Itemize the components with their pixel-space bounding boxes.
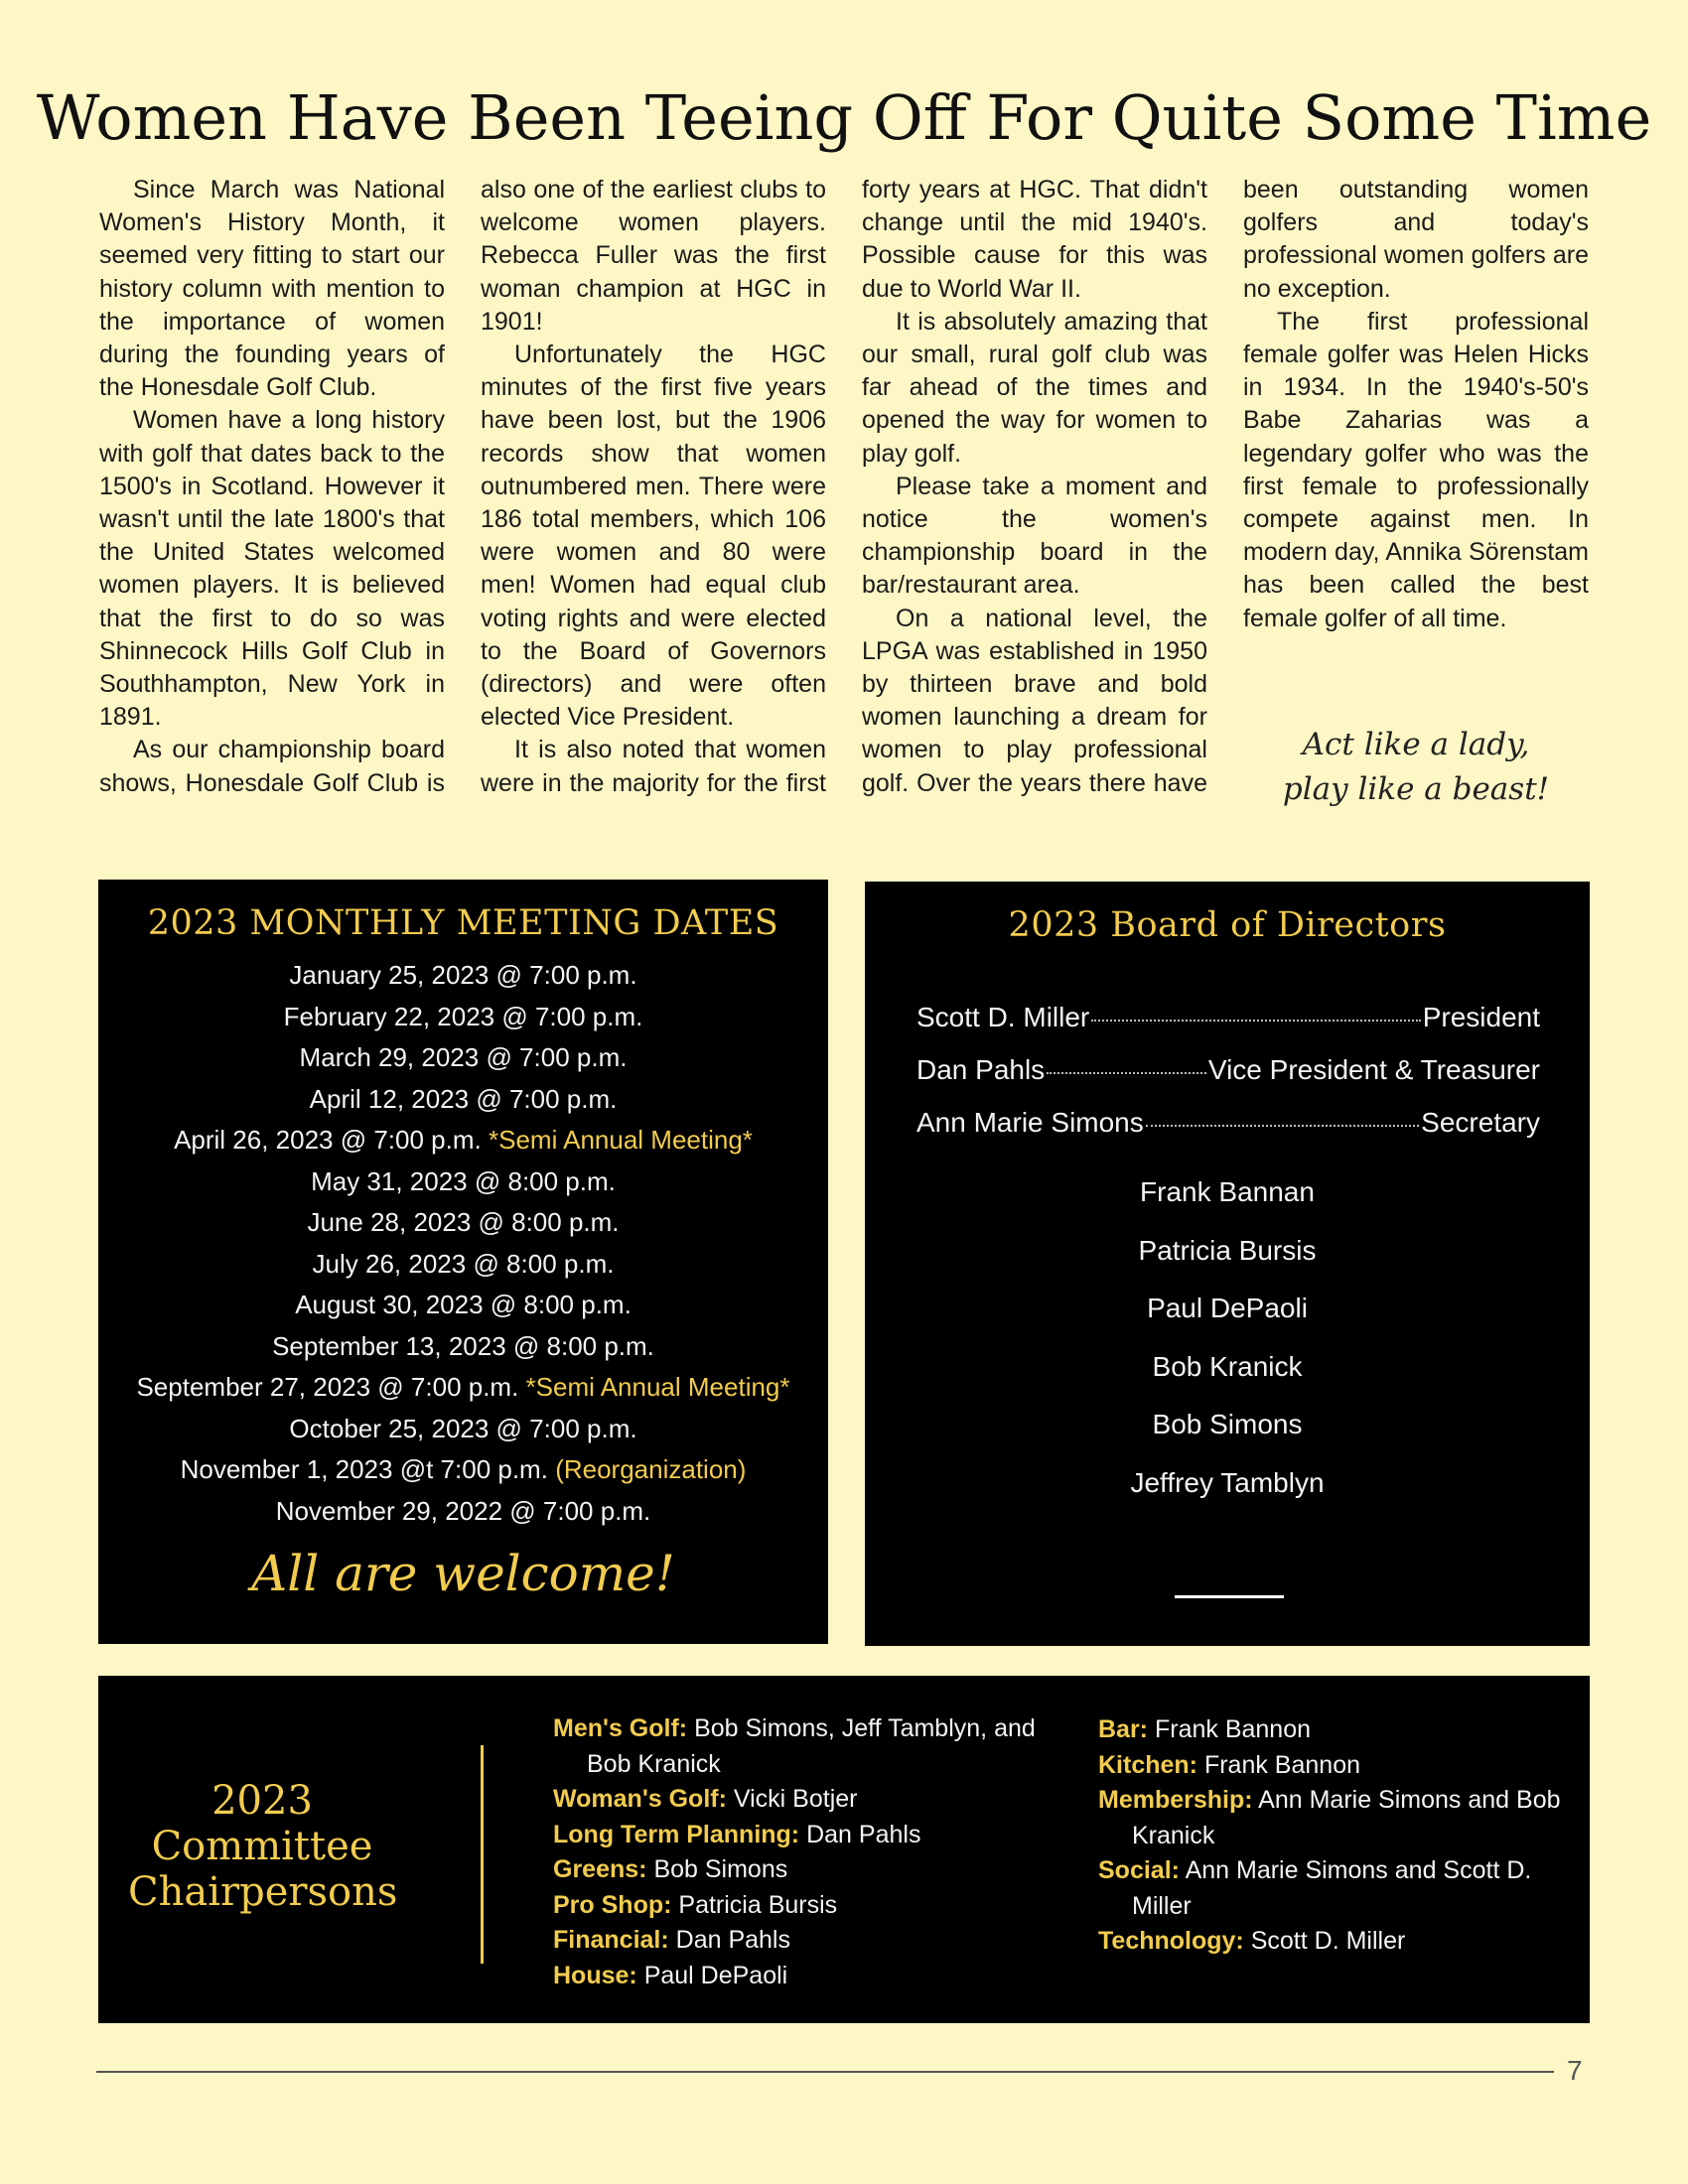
committee-role: Membership: bbox=[1098, 1786, 1253, 1814]
committee-names: Bob Simons, Jeff Tamblyn, and Bob Kranick bbox=[587, 1714, 1036, 1778]
meeting-note: (Reorganization) bbox=[555, 1454, 747, 1484]
committee-item bbox=[1098, 1712, 1565, 1748]
committee-role: Long Term Planning: bbox=[553, 1820, 800, 1848]
officer-role: President bbox=[1422, 1002, 1540, 1032]
committee-item bbox=[553, 1711, 1050, 1782]
meeting-date: August 30, 2023 @ 8:00 p.m. bbox=[295, 1290, 632, 1319]
committee-item bbox=[1098, 1748, 1565, 1784]
committee-title-line: Chairpersons bbox=[128, 1869, 398, 1915]
committee-item bbox=[553, 1959, 1050, 1994]
board-member-list bbox=[865, 1163, 1590, 1512]
meeting-date: September 13, 2023 @ 8:00 p.m. bbox=[272, 1330, 654, 1361]
meeting-date-item bbox=[98, 1491, 828, 1533]
committee-names: Bob Simons bbox=[653, 1855, 788, 1883]
officer-role: Secretary bbox=[1421, 1107, 1540, 1138]
committee-names: Ann Marie Simons and Scott D. Miller bbox=[1132, 1856, 1532, 1920]
officer-list bbox=[916, 991, 1540, 1149]
meeting-date: May 31, 2023 @ 8:00 p.m. bbox=[311, 1165, 616, 1196]
committee-role: Kitchen: bbox=[1098, 1750, 1197, 1779]
board-member: Bob Simons bbox=[1152, 1409, 1303, 1439]
article-paragraph: Unfortunately the HGC minutes of the first five years have been lost, but the 1906 records show that women outnumbered men. There were 186 total members, which 106 were women and 80 were men! Women had equal club voting rights and were elected to the Board of Governors (directors) and were often elected Vice President. bbox=[481, 341, 826, 732]
meeting-dates-panel bbox=[98, 880, 828, 1644]
officer-name: Ann Marie Simons bbox=[916, 1107, 1144, 1138]
committee-item bbox=[553, 1888, 1050, 1924]
meeting-date: February 22, 2023 @ 7:00 p.m. bbox=[283, 1001, 643, 1031]
committee-role: Technology: bbox=[1098, 1927, 1244, 1955]
article-paragraph: Women have a long history with golf that dates back to the 1500's in Scotland. However it wasn't until the late 1800's that the United States welcomed women players. It is believed that the first to do so was Shinnecock Hills Golf Club in Southhampton, New York in 1891. bbox=[99, 406, 445, 732]
meeting-date: June 28, 2023 @ 8:00 p.m. bbox=[307, 1207, 620, 1237]
meeting-date-item bbox=[98, 1409, 828, 1450]
officer-row bbox=[916, 1043, 1540, 1096]
committee-role: Financial: bbox=[553, 1926, 669, 1954]
meeting-date: July 26, 2023 @ 8:00 p.m. bbox=[312, 1248, 615, 1279]
leader-dots bbox=[1091, 1020, 1420, 1022]
meeting-dates-title: 2023 MONTHLY MEETING DATES bbox=[147, 903, 779, 943]
committee-role: House: bbox=[553, 1961, 637, 1989]
meeting-note: *Semi Annual Meeting* bbox=[525, 1372, 790, 1402]
committee-names: Paul DePaoli bbox=[643, 1961, 788, 1989]
board-member: Frank Bannan bbox=[1140, 1176, 1315, 1207]
meeting-date-item bbox=[98, 1244, 828, 1286]
committee-names: Dan Pahls bbox=[675, 1926, 790, 1954]
meeting-note: *Semi Annual Meeting* bbox=[488, 1125, 753, 1155]
welcome-text: All are welcome! bbox=[251, 1545, 675, 1602]
committee-title-line: Committee bbox=[151, 1824, 373, 1869]
committee-item bbox=[553, 1818, 1050, 1853]
meeting-dates-list bbox=[98, 955, 828, 1532]
page-title: Women Have Been Teeing Off For Quite Some Time bbox=[36, 81, 1652, 154]
article-paragraph: On a national level, the LPGA was established in 1950 by thirteen brave and bold women launching a dream for women to play professional golf. Over the years there have been outstanding women golfers and today's professional women golfers are no exception. bbox=[862, 176, 1589, 797]
committee-names: Frank Bannon bbox=[1203, 1750, 1360, 1779]
leader-dots bbox=[1146, 1125, 1419, 1127]
meeting-date-item bbox=[98, 1326, 828, 1368]
committee-role: Greens: bbox=[553, 1855, 647, 1883]
committee-names: Frank Bannon bbox=[1154, 1715, 1312, 1743]
pull-quote bbox=[1247, 723, 1585, 812]
board-member: Bob Kranick bbox=[1152, 1350, 1303, 1382]
article-paragraph: Please take a moment and notice the women's championship board in the bar/restaurant area. bbox=[862, 472, 1207, 600]
committee-role: Social: bbox=[1098, 1856, 1180, 1884]
committee-list bbox=[1098, 1712, 1565, 1960]
committee-names: Ann Marie Simons and Bob Kranick bbox=[1132, 1786, 1561, 1849]
quote-line: play like a beast! bbox=[1282, 771, 1550, 807]
committee-role: Pro Shop: bbox=[553, 1890, 672, 1919]
committee-names: Vicki Botjer bbox=[733, 1785, 858, 1813]
meeting-date-item bbox=[98, 1285, 828, 1326]
meeting-date: April 12, 2023 @ 7:00 p.m. bbox=[309, 1083, 618, 1114]
meeting-date-item bbox=[98, 1202, 828, 1244]
page-number: 7 bbox=[1567, 2055, 1583, 2086]
committee-title-line: 2023 bbox=[211, 1778, 313, 1824]
committee-item bbox=[553, 1852, 1050, 1888]
meeting-date-item bbox=[98, 1367, 828, 1409]
officer-name: Dan Pahls bbox=[916, 1054, 1046, 1085]
committee-role: Woman's Golf: bbox=[553, 1785, 727, 1813]
meeting-date-item bbox=[98, 1120, 828, 1161]
board-member: Jeffrey Tamblyn bbox=[1130, 1466, 1325, 1498]
article-paragraph: The first professional female golfer was Helen Hicks in 1934. In the 1940's-50's Babe Zaharias was a legendary golfer who was the first female to professionally compete against men. In modern day, Annika Sörenstam has been called the best female golfer of all time. bbox=[1243, 307, 1589, 632]
article-paragraph: Since March was National Women's History Month, it seemed very fitting to start our history column with mention to the importance of women during the founding years of the Honesdale Golf Club. bbox=[99, 176, 445, 402]
committee-title bbox=[128, 1778, 396, 1915]
committee-role: Bar: bbox=[1098, 1715, 1149, 1743]
board-panel bbox=[865, 882, 1590, 1646]
meeting-date-item bbox=[98, 1449, 828, 1491]
meeting-date: March 29, 2023 @ 7:00 p.m. bbox=[299, 1042, 628, 1072]
article-paragraph: It is absolutely amazing that our small, rural golf club was far ahead of the times and opened the way for women to play golf. bbox=[862, 307, 1207, 468]
meeting-date-item bbox=[98, 997, 828, 1038]
meeting-date: September 27, 2023 @ 7:00 p.m. bbox=[136, 1372, 519, 1402]
officer-name: Scott D. Miller bbox=[916, 1002, 1090, 1032]
committee-role: Men's Golf: bbox=[553, 1714, 688, 1742]
officer-role: Vice President & Treasurer bbox=[1207, 1054, 1540, 1085]
committee-item bbox=[1098, 1924, 1565, 1960]
board-title: 2023 Board of Directors bbox=[1008, 905, 1447, 945]
officer-row bbox=[916, 1096, 1540, 1149]
meeting-date: April 26, 2023 @ 7:00 p.m. bbox=[174, 1125, 482, 1155]
meeting-date-item bbox=[98, 1037, 828, 1079]
divider bbox=[481, 1745, 484, 1964]
board-member: Patricia Bursis bbox=[1138, 1234, 1317, 1266]
committee-item bbox=[553, 1923, 1050, 1959]
meeting-date: January 25, 2023 @ 7:00 p.m. bbox=[289, 960, 637, 990]
board-member: Paul DePaoli bbox=[1147, 1293, 1308, 1323]
article-paragraph: As our championship board shows, Honesdale Golf Club is also one of the earliest clubs to welcome women players. Rebecca Fuller was the first woman champion at HGC in 1901! bbox=[99, 176, 826, 797]
committee-names: Dan Pahls bbox=[806, 1820, 921, 1848]
article-paragraph: It is also noted that women were in the majority for the first forty years at HGC. That didn't change until the mid 1940's. Possible cause for this was due to World War II. bbox=[481, 176, 1207, 797]
meeting-date: November 1, 2023 @t 7:00 p.m. bbox=[180, 1454, 548, 1484]
meeting-date: October 25, 2023 @ 7:00 p.m. bbox=[289, 1413, 637, 1443]
committee-names: Patricia Bursis bbox=[678, 1890, 838, 1919]
committee-item bbox=[1098, 1783, 1565, 1853]
officer-row bbox=[916, 991, 1540, 1043]
meeting-date-item bbox=[98, 1079, 828, 1121]
meeting-date-item bbox=[98, 1161, 828, 1203]
meeting-date: November 29, 2022 @ 7:00 p.m. bbox=[275, 1495, 651, 1526]
leader-dots bbox=[1047, 1072, 1206, 1074]
committee-names: Scott D. Miller bbox=[1250, 1927, 1406, 1955]
quote-line: Act like a lady, bbox=[1302, 727, 1530, 762]
divider bbox=[1175, 1595, 1284, 1598]
meeting-date-item bbox=[98, 955, 828, 997]
committee-list bbox=[553, 1711, 1050, 1993]
committee-item bbox=[1098, 1853, 1565, 1924]
committee-panel bbox=[98, 1676, 1590, 2023]
footer-rule bbox=[96, 2071, 1554, 2073]
committee-item bbox=[553, 1782, 1050, 1818]
